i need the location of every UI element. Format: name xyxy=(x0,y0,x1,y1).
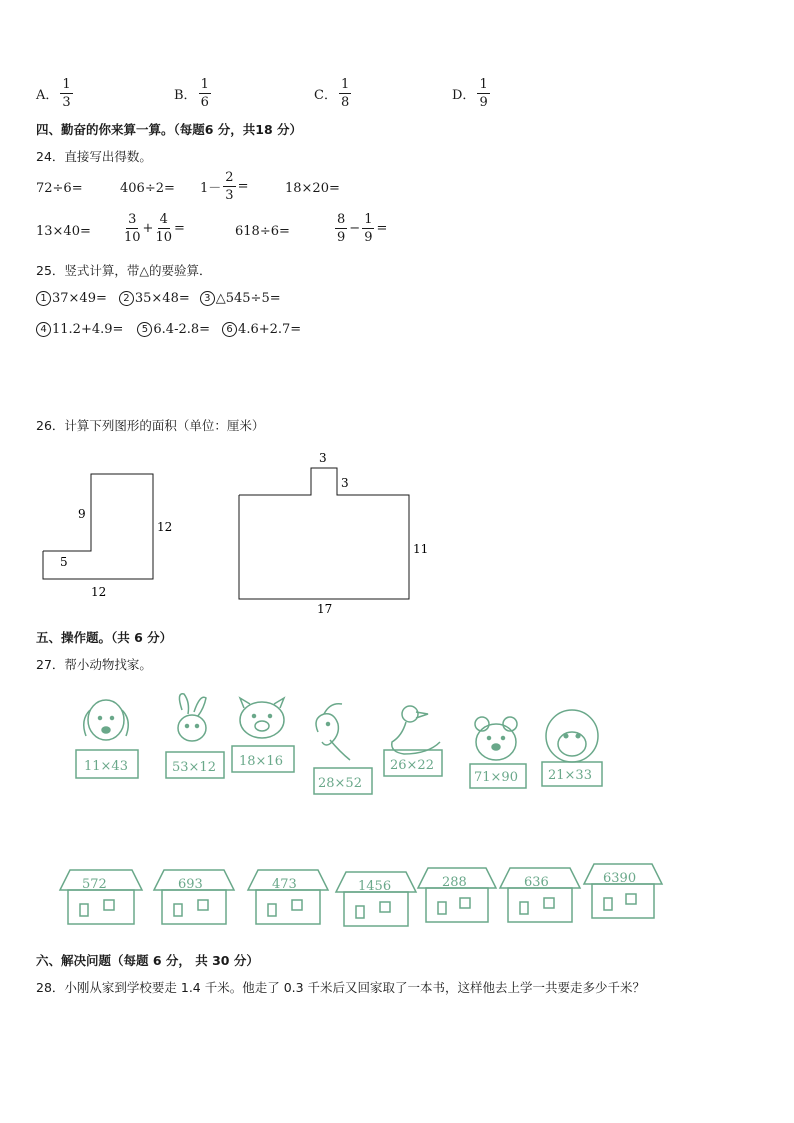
option-d[interactable]: D． $\frac{1}{9}$ xyxy=(452,77,488,110)
q24-r2-d: $\frac{8}{9}$ − $\frac{1}{9}$ = xyxy=(337,212,388,245)
option-b-fraction: $\frac{1}{6}$ xyxy=(200,77,209,110)
section6-heading: 六、解决问题（每题 6 分， 共 30 分） xyxy=(36,953,259,968)
animal-expr-rabbit: 53×12 xyxy=(172,760,216,775)
option-a[interactable]: A． $\frac{1}{3}$ xyxy=(36,77,71,110)
area-figures xyxy=(0,440,460,620)
circle-number-5: 5 xyxy=(137,322,152,337)
q25-item-6: 4.6+2.7= xyxy=(238,322,302,337)
q25-item-5: 6.4-2.8= xyxy=(153,322,211,337)
figure-1-l-shape xyxy=(43,474,172,599)
q24-r1-b: 406÷2= xyxy=(120,181,175,196)
house-icon[interactable] xyxy=(154,870,234,924)
q27-title: 27．帮小动物找家。 xyxy=(36,657,152,672)
animal-expr-monkey: 21×33 xyxy=(548,768,592,783)
option-b[interactable]: B． $\frac{1}{6}$ xyxy=(174,77,209,110)
figure-2-notched-rect xyxy=(239,451,428,616)
fig1-label-right: 12 xyxy=(157,520,173,534)
house-number-5: 288 xyxy=(442,875,467,890)
house-icon[interactable] xyxy=(418,868,496,922)
house-number-6: 636 xyxy=(524,875,549,890)
house-number-7: 6390 xyxy=(603,871,637,886)
q24-r1-d: 18×20= xyxy=(285,181,340,196)
q24-r2-a: 13×40= xyxy=(36,224,91,239)
q25-row1 xyxy=(36,291,281,306)
circle-number-2: 2 xyxy=(119,291,134,306)
section4-heading: 四、勤奋的你来算一算。（每题6 分，共18 分） xyxy=(36,122,303,137)
animal-house-matching xyxy=(0,690,794,935)
q24-title: 24．直接写出得数。 xyxy=(36,149,152,164)
animal-expr-bear: 71×90 xyxy=(474,770,518,785)
house-icon[interactable] xyxy=(500,868,580,922)
fig2-label-right: 11 xyxy=(413,542,429,556)
circle-number-4: 4 xyxy=(36,322,51,337)
q24-r2-b: $\frac{3}{10}$ + $\frac{4}{10}$ = xyxy=(124,212,185,245)
animal-expr-duck: 26×22 xyxy=(390,758,434,773)
fig2-label-notch: 3 xyxy=(341,476,349,490)
q24-r2-c: 618÷6= xyxy=(235,224,290,239)
circle-number-1: 1 xyxy=(36,291,51,306)
q25-row2 xyxy=(36,322,301,337)
animal-expr-pig: 18×16 xyxy=(239,754,283,769)
dog-icon[interactable] xyxy=(76,700,138,778)
q25-item-2: 35×48= xyxy=(134,291,190,306)
house-number-1: 572 xyxy=(82,877,107,892)
q26-title: 26．计算下列图形的面积（单位：厘米） xyxy=(36,418,265,433)
pig-icon[interactable] xyxy=(232,698,294,772)
fig1-label-left: 9 xyxy=(78,507,86,521)
q25-item-1: 37×49= xyxy=(52,291,107,306)
monkey-icon[interactable] xyxy=(542,710,602,786)
duck-icon[interactable] xyxy=(384,706,442,776)
house-icon[interactable] xyxy=(60,870,142,924)
q25-title: 25．竖式计算，带△的要验算． xyxy=(36,263,212,278)
q28-text: 28．小刚从家到学校要走 1.4 千米。他走了 0.3 千米后又回家取了一本书，这样他去上学一共要走多少千米？ xyxy=(36,980,646,995)
fig1-label-bottom: 12 xyxy=(91,585,107,599)
animal-expr-goat: 28×52 xyxy=(318,776,362,791)
q25-item-3: △545÷5= xyxy=(215,291,281,306)
fig2-label-bottom: 17 xyxy=(317,602,333,616)
q24-r1-a: 72÷6= xyxy=(36,181,83,196)
fig2-label-top: 3 xyxy=(319,451,327,465)
option-c[interactable]: C． $\frac{1}{8}$ xyxy=(314,77,350,110)
option-c-fraction: $\frac{1}{8}$ xyxy=(340,77,350,110)
fig1-label-step: 5 xyxy=(60,555,68,569)
house-icon[interactable] xyxy=(584,864,662,918)
circle-number-3: 3 xyxy=(200,291,215,306)
circle-number-6: 6 xyxy=(222,322,237,337)
section5-heading: 五、操作题。（共 6 分） xyxy=(36,630,173,645)
house-number-2: 693 xyxy=(178,877,203,892)
house-number-3: 473 xyxy=(272,877,297,892)
option-d-fraction: $\frac{1}{9}$ xyxy=(479,77,488,110)
house-number-4: 1456 xyxy=(358,879,392,894)
option-a-fraction: $\frac{1}{3}$ xyxy=(62,77,71,110)
q24-r1-c: 1－ $\frac{2}{3}$ = xyxy=(200,170,249,203)
q25-item-4: 11.2+4.9= xyxy=(52,322,124,337)
goat-icon[interactable] xyxy=(314,704,372,794)
house-icon[interactable] xyxy=(248,870,328,924)
rabbit-icon[interactable] xyxy=(166,694,224,778)
bear-icon[interactable] xyxy=(470,717,526,788)
animal-expr-dog: 11×43 xyxy=(84,759,128,774)
house-icon[interactable] xyxy=(336,872,416,926)
